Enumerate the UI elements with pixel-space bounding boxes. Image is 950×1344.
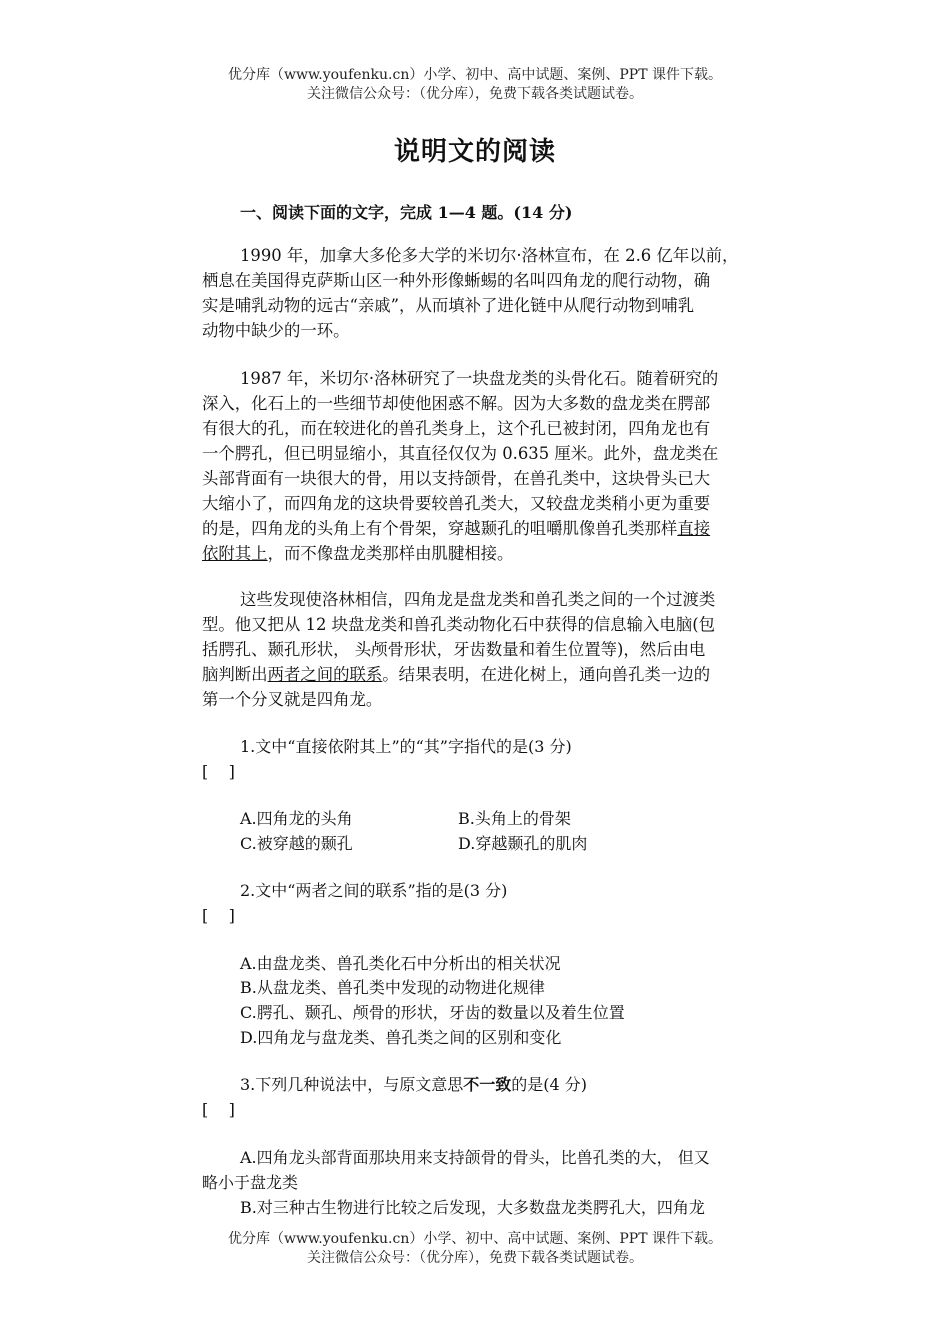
- page-header: [0, 66, 950, 104]
- paragraph-line: 实是哺乳动物的远古“亲戚”，从而填补了进化链中从爬行动物到哺乳: [202, 296, 695, 315]
- paragraph-line: [202, 516, 802, 541]
- paragraph-2: [202, 366, 802, 566]
- answer-bracket: [ ]: [202, 1100, 235, 1119]
- q1-option-b: B.头角上的骨架: [458, 809, 571, 828]
- paragraph-line: 动物中缺少的一环。: [202, 321, 350, 340]
- question-3-stem: [240, 1072, 587, 1097]
- paragraph-line: 大缩小了，而四角龙的这块骨要较兽孔类大，又较盘龙类稍小更为重要: [202, 494, 711, 513]
- text-run: 的是，四角龙的头角上有个骨架，穿越颞孔的咀嚼肌像兽孔类那样: [202, 519, 678, 538]
- paragraph-line: 括腭孔、颞孔形状， 头颅骨形状，牙齿数量和着生位置等)，然后由电: [202, 640, 706, 659]
- text-run: 3.下列几种说法中，与原文意思: [240, 1075, 464, 1094]
- page-footer: [0, 1230, 950, 1268]
- paragraph-line: [202, 541, 802, 566]
- q1-option-d: D.穿越颞孔的肌肉: [458, 834, 588, 853]
- underlined-phrase: 两者之间的联系: [267, 665, 383, 684]
- q2-option-a: A.由盘龙类、兽孔类化石中分析出的相关状况: [240, 954, 561, 973]
- paragraph-line: 1987 年，米切尔·洛林研究了一块盘龙类的头骨化石。随着研究的: [240, 369, 719, 388]
- underlined-phrase: 依附其上: [202, 544, 268, 563]
- q2-option-b: B.从盘龙类、兽孔类中发现的动物进化规律: [240, 978, 545, 997]
- text-run: 。结果表明，在进化树上，通向兽孔类一边的: [382, 665, 711, 684]
- page-title: 说明文的阅读: [393, 137, 556, 167]
- paragraph-line: 深入，化石上的一些细节却使他困惑不解。因为大多数的盘龙类在腭部: [202, 394, 711, 413]
- paragraph-line: 1990 年，加拿大多伦多大学的米切尔·洛林宣布，在 2.6 亿年以前，: [240, 246, 739, 265]
- text-run: ，而不像盘龙类那样由肌腱相接。: [267, 544, 514, 563]
- emphasized-phrase: 不一致: [463, 1075, 512, 1094]
- header-line-1: 优分库（www.youfenku.cn）小学、初中、高中试题、案例、PPT 课件下载。: [227, 67, 722, 83]
- underlined-phrase: 直接: [677, 519, 711, 538]
- q2-option-d: D.四角龙与盘龙类、兽孔类之间的区别和变化: [240, 1028, 562, 1047]
- question-1-stem: 1.文中“直接依附其上”的“其”字指代的是(3 分): [240, 737, 572, 756]
- question-2-stem: 2.文中“两者之间的联系”指的是(3 分): [240, 881, 508, 900]
- paragraph-3: [202, 587, 802, 712]
- paragraph-line: 第一个分叉就是四角龙。: [202, 690, 383, 709]
- paragraph-line: 有很大的孔，而在较进化的兽孔类身上，这个孔已被封闭，四角龙也有: [202, 419, 711, 438]
- text-run: 的是(4 分): [511, 1075, 588, 1094]
- paragraph-line: 这些发现使洛林相信，四角龙是盘龙类和兽孔类之间的一个过渡类: [240, 590, 716, 609]
- footer-line-2: 关注微信公众号：（优分库），免费下载各类试题试卷。: [307, 1250, 643, 1266]
- footer-line-1: 优分库（www.youfenku.cn）小学、初中、高中试题、案例、PPT 课件下载。: [227, 1231, 722, 1247]
- paragraph-line: 头部背面有一块很大的骨，用以支持颌骨，在兽孔类中，这块骨头已大: [202, 469, 711, 488]
- answer-bracket: [ ]: [202, 762, 235, 781]
- q3-option-b-line-1: B.对三种古生物进行比较之后发现，大多数盘龙类腭孔大，四角龙: [240, 1198, 705, 1217]
- q1-option-c: C.被穿越的颞孔: [240, 834, 353, 853]
- q2-option-c: C.腭孔、颞孔、颅骨的形状，牙齿的数量以及着生位置: [240, 1003, 625, 1022]
- paragraph-1: [202, 243, 802, 343]
- answer-bracket: [ ]: [202, 906, 235, 925]
- section-heading: 一、阅读下面的文字，完成 1—4 题。(14 分): [240, 203, 573, 222]
- q1-option-a: A.四角龙的头角: [240, 809, 353, 828]
- paragraph-line: [202, 662, 802, 687]
- text-run: 脑判断出: [202, 665, 268, 684]
- header-line-2: 关注微信公众号：（优分库），免费下载各类试题试卷。: [307, 86, 643, 102]
- paragraph-line: 栖息在美国得克萨斯山区一种外形像蜥蜴的名叫四角龙的爬行动物，确: [202, 271, 711, 290]
- paragraph-line: 一个腭孔，但已明显缩小，其直径仅仅为 0.635 厘米。此外，盘龙类在: [202, 444, 719, 463]
- q3-option-a-line-2: 略小于盘龙类: [202, 1173, 299, 1192]
- paragraph-line: 型。他又把从 12 块盘龙类和兽孔类动物化石中获得的信息输入电脑(包: [202, 615, 715, 634]
- q3-option-a-line-1: A.四角龙头部背面那块用来支持颌骨的骨头，比兽孔类的大， 但又: [240, 1148, 710, 1167]
